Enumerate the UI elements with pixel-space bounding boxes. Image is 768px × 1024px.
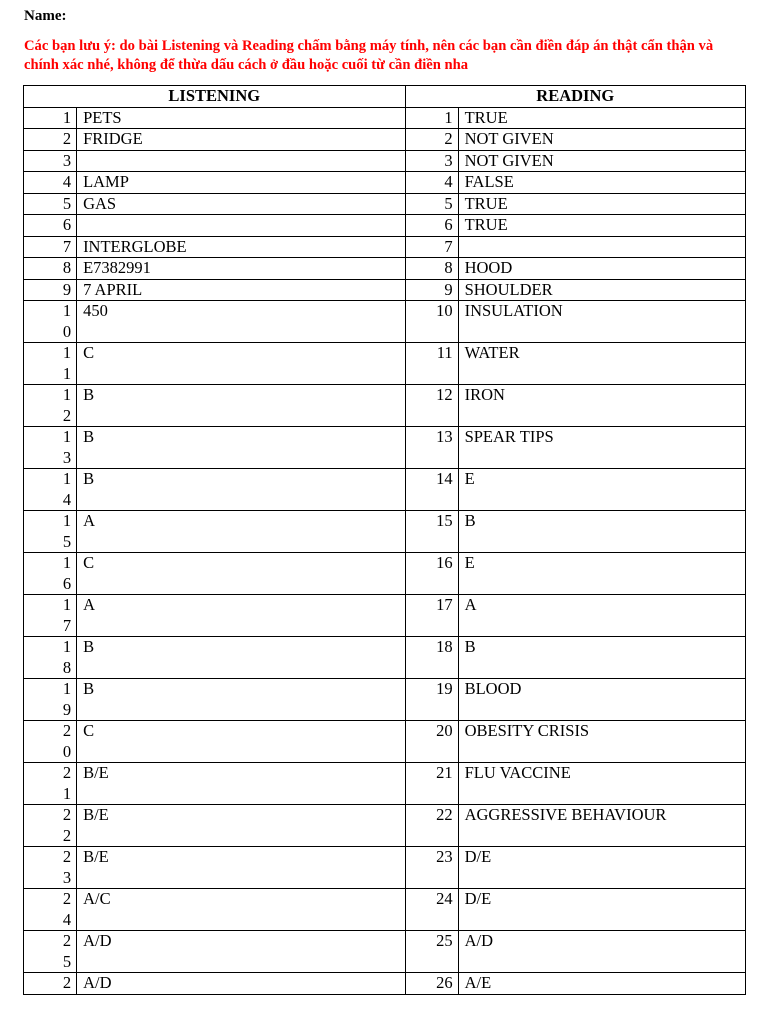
reading-question-number: 19 bbox=[405, 679, 458, 721]
reading-question-number: 4 bbox=[405, 172, 458, 194]
reading-question-number: 9 bbox=[405, 279, 458, 301]
listening-question-number: 10 bbox=[24, 301, 77, 343]
listening-question-number: 25 bbox=[24, 931, 77, 973]
table-row bbox=[24, 931, 746, 973]
reading-answer: E bbox=[458, 553, 745, 595]
reading-question-number: 11 bbox=[405, 343, 458, 385]
reading-answer: TRUE bbox=[458, 193, 745, 215]
listening-answer: A/D bbox=[77, 931, 405, 973]
listening-question-number: 5 bbox=[24, 193, 77, 215]
listening-answer: PETS bbox=[77, 107, 405, 129]
reading-answer: INSULATION bbox=[458, 301, 745, 343]
listening-question-number: 3 bbox=[24, 150, 77, 172]
listening-question-number: 18 bbox=[24, 637, 77, 679]
reading-question-number: 25 bbox=[405, 931, 458, 973]
reading-answer: NOT GIVEN bbox=[458, 150, 745, 172]
reading-answer: FALSE bbox=[458, 172, 745, 194]
reading-answer: D/E bbox=[458, 847, 745, 889]
listening-answer: C bbox=[77, 721, 405, 763]
reading-answer: A/D bbox=[458, 931, 745, 973]
listening-answer: B/E bbox=[77, 805, 405, 847]
listening-answer: 7 APRIL bbox=[77, 279, 405, 301]
grading-notice: Các bạn lưu ý: do bài Listening và Reading chấm bằng máy tính, nên các bạn cần điền đáp án thật cẩn thận và chính xác nhé, không để thừa dấu cách ở đầu hoặc cuối từ cần điền nha bbox=[24, 38, 714, 73]
listening-question-number: 21 bbox=[24, 763, 77, 805]
listening-answer: INTERGLOBE bbox=[77, 236, 405, 258]
listening-answer: E7382991 bbox=[77, 258, 405, 280]
listening-question-number: 2 bbox=[24, 973, 77, 995]
listening-answer: A/D bbox=[77, 973, 405, 995]
reading-answer: E bbox=[458, 469, 745, 511]
table-row bbox=[24, 193, 746, 215]
table-row bbox=[24, 129, 746, 151]
table-row bbox=[24, 258, 746, 280]
reading-answer: SPEAR TIPS bbox=[458, 427, 745, 469]
reading-answer: A bbox=[458, 595, 745, 637]
listening-answer: A/C bbox=[77, 889, 405, 931]
listening-answer: B/E bbox=[77, 847, 405, 889]
table-row bbox=[24, 343, 746, 385]
reading-question-number: 13 bbox=[405, 427, 458, 469]
reading-question-number: 12 bbox=[405, 385, 458, 427]
listening-question-number: 15 bbox=[24, 511, 77, 553]
reading-question-number: 3 bbox=[405, 150, 458, 172]
listening-answer: B bbox=[77, 679, 405, 721]
reading-question-number: 14 bbox=[405, 469, 458, 511]
reading-question-number: 6 bbox=[405, 215, 458, 237]
table-row bbox=[24, 847, 746, 889]
reading-question-number: 20 bbox=[405, 721, 458, 763]
table-row bbox=[24, 511, 746, 553]
listening-question-number: 24 bbox=[24, 889, 77, 931]
table-row bbox=[24, 215, 746, 237]
listening-question-number: 11 bbox=[24, 343, 77, 385]
table-row bbox=[24, 637, 746, 679]
reading-answer: WATER bbox=[458, 343, 745, 385]
reading-answer: SHOULDER bbox=[458, 279, 745, 301]
table-row bbox=[24, 150, 746, 172]
listening-question-number: 4 bbox=[24, 172, 77, 194]
listening-question-number: 9 bbox=[24, 279, 77, 301]
table-row bbox=[24, 805, 746, 847]
table-row bbox=[24, 172, 746, 194]
answer-key-table bbox=[23, 85, 746, 995]
table-row bbox=[24, 595, 746, 637]
listening-answer: A bbox=[77, 511, 405, 553]
table-row bbox=[24, 279, 746, 301]
table-row bbox=[24, 889, 746, 931]
reading-answer: BLOOD bbox=[458, 679, 745, 721]
listening-answer: C bbox=[77, 553, 405, 595]
table-row bbox=[24, 553, 746, 595]
reading-header: READING bbox=[405, 86, 745, 108]
table-row bbox=[24, 385, 746, 427]
listening-question-number: 12 bbox=[24, 385, 77, 427]
reading-question-number: 7 bbox=[405, 236, 458, 258]
reading-answer bbox=[458, 236, 745, 258]
table-row bbox=[24, 763, 746, 805]
reading-answer: IRON bbox=[458, 385, 745, 427]
listening-question-number: 8 bbox=[24, 258, 77, 280]
listening-question-number: 7 bbox=[24, 236, 77, 258]
table-row bbox=[24, 236, 746, 258]
listening-question-number: 14 bbox=[24, 469, 77, 511]
reading-answer: TRUE bbox=[458, 107, 745, 129]
reading-answer: TRUE bbox=[458, 215, 745, 237]
reading-question-number: 16 bbox=[405, 553, 458, 595]
listening-answer: B bbox=[77, 637, 405, 679]
listening-header: LISTENING bbox=[24, 86, 406, 108]
reading-question-number: 1 bbox=[405, 107, 458, 129]
table-row bbox=[24, 721, 746, 763]
listening-question-number: 20 bbox=[24, 721, 77, 763]
table-row bbox=[24, 427, 746, 469]
reading-answer: B bbox=[458, 511, 745, 553]
table-row bbox=[24, 469, 746, 511]
listening-answer: B bbox=[77, 469, 405, 511]
table-row bbox=[24, 679, 746, 721]
reading-question-number: 23 bbox=[405, 847, 458, 889]
reading-answer: OBESITY CRISIS bbox=[458, 721, 745, 763]
reading-answer: A/E bbox=[458, 973, 745, 995]
table-row bbox=[24, 973, 746, 995]
listening-answer: B/E bbox=[77, 763, 405, 805]
reading-answer: B bbox=[458, 637, 745, 679]
listening-question-number: 19 bbox=[24, 679, 77, 721]
listening-answer: B bbox=[77, 385, 405, 427]
listening-answer: FRIDGE bbox=[77, 129, 405, 151]
answer-rows bbox=[24, 107, 746, 994]
reading-answer: HOOD bbox=[458, 258, 745, 280]
listening-question-number: 1 bbox=[24, 107, 77, 129]
reading-answer: NOT GIVEN bbox=[458, 129, 745, 151]
reading-answer: AGGRESSIVE BEHAVIOUR bbox=[458, 805, 745, 847]
listening-question-number: 17 bbox=[24, 595, 77, 637]
reading-question-number: 2 bbox=[405, 129, 458, 151]
reading-answer: FLU VACCINE bbox=[458, 763, 745, 805]
table-row bbox=[24, 107, 746, 129]
listening-question-number: 2 bbox=[24, 129, 77, 151]
reading-question-number: 8 bbox=[405, 258, 458, 280]
listening-answer: A bbox=[77, 595, 405, 637]
reading-question-number: 15 bbox=[405, 511, 458, 553]
listening-answer: B bbox=[77, 427, 405, 469]
listening-question-number: 23 bbox=[24, 847, 77, 889]
reading-question-number: 24 bbox=[405, 889, 458, 931]
name-label: Name: bbox=[24, 8, 67, 24]
listening-answer: LAMP bbox=[77, 172, 405, 194]
reading-question-number: 26 bbox=[405, 973, 458, 995]
table-header-row bbox=[24, 86, 746, 108]
listening-question-number: 16 bbox=[24, 553, 77, 595]
reading-question-number: 10 bbox=[405, 301, 458, 343]
reading-question-number: 18 bbox=[405, 637, 458, 679]
reading-question-number: 17 bbox=[405, 595, 458, 637]
listening-answer bbox=[77, 150, 405, 172]
listening-answer: GAS bbox=[77, 193, 405, 215]
listening-answer bbox=[77, 215, 405, 237]
listening-answer: 450 bbox=[77, 301, 405, 343]
listening-question-number: 6 bbox=[24, 215, 77, 237]
listening-question-number: 22 bbox=[24, 805, 77, 847]
listening-answer: C bbox=[77, 343, 405, 385]
reading-question-number: 5 bbox=[405, 193, 458, 215]
table-row bbox=[24, 301, 746, 343]
reading-question-number: 22 bbox=[405, 805, 458, 847]
reading-question-number: 21 bbox=[405, 763, 458, 805]
reading-answer: D/E bbox=[458, 889, 745, 931]
listening-question-number: 13 bbox=[24, 427, 77, 469]
